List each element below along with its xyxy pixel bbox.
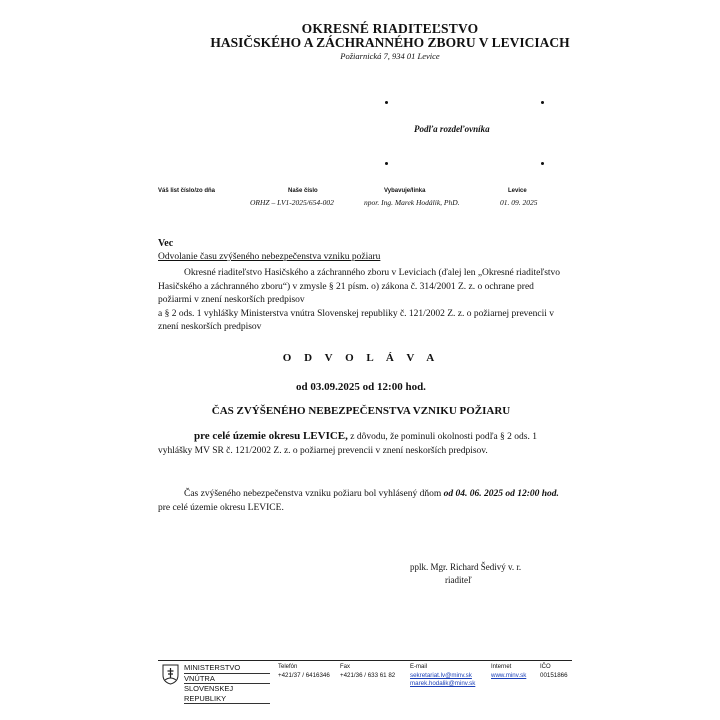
email-link-1[interactable]: sekretariat.lv@minv.sk [410, 671, 472, 679]
territory-bold: pre celé územie okresu LEVICE, [194, 430, 348, 442]
territory-rest: z dôvodu, že pominuli okolnosti podľa § 2 ods. 1 vyhlášky MV SR č. 121/2002 Z. z. o požiarnej prevencii v znení neskorších predpisov. [158, 432, 537, 456]
addressee: Podľa rozdeľovníka [414, 124, 490, 134]
phone-value: +421/37 / 6416346 [278, 671, 330, 679]
footer-fax [340, 663, 395, 680]
ico-label: IČO [540, 664, 551, 670]
address-window-mark [541, 162, 544, 165]
intro-text-1: Okresné riaditeľstvo Hasičského a záchranného zboru v Leviciach (ďalej len „Okresné riaditeľstvo Hasičského a záchranného zboru“) v zmysle § 21 písm. o) zákona č. 314/2001 Z. z. o ochrane pred požiarmi v znení neskorších predpisov [158, 268, 561, 305]
signatory-title: riaditeľ [445, 575, 472, 585]
internet-label: Internet [491, 664, 512, 670]
email-label: E-mail [410, 664, 428, 670]
your-ref-label: Váš list číslo/zo dňa [158, 188, 216, 194]
intro-text-2: a § 2 ods. 1 vyhlášky Ministerstva vnútra Slovenskej republiky č. 121/2002 Z. z. o požiarnej prevencii v znení neskorších predpisov [158, 308, 555, 332]
ministry-line3: SLOVENSKEJ REPUBLIKY [184, 684, 270, 704]
coat-of-arms-icon [162, 664, 179, 685]
ministry-line1: MINISTERSTVO [184, 663, 270, 674]
footer-internet [491, 663, 526, 680]
footer-ico [540, 663, 568, 680]
intro-paragraph [158, 267, 564, 335]
fax-value: +421/36 / 633 61 82 [340, 671, 396, 679]
email-link-2[interactable]: marek.hodalik@minv.sk [410, 680, 476, 687]
footer-divider [158, 660, 572, 661]
declared-date: od 04. 06. 2025 od 12:00 hod. [443, 489, 559, 499]
declared-post: pre celé územie okresu LEVICE. [158, 502, 284, 513]
office-address: Požiarnická 7, 934 01 Levice [340, 51, 440, 61]
fax-label: Fax [340, 664, 351, 670]
ico-value: 00151866 [540, 671, 568, 679]
our-ref-value: ORHZ – LV1-2025/654-002 [250, 198, 334, 207]
subject-text: Odvolanie času zvýšeného nebezpečenstva vzniku požiaru [158, 252, 381, 262]
declared-pre: Čas zvýšeného nebezpečenstva vzniku požiaru bol vyhlásený dňom [184, 489, 444, 499]
ministry-logo-text [184, 663, 270, 704]
footer-phone [278, 663, 330, 680]
date-value: 01. 09. 2025 [500, 198, 538, 207]
footer-email [410, 663, 475, 689]
address-window-mark [385, 162, 388, 165]
subject-label: Vec [158, 238, 174, 249]
handler-label: Vybavuje/linka [384, 188, 426, 194]
decision-title: ČAS ZVÝŠENÉHO NEBEZPEČENSTVA VZNIKU POŽIARU [211, 405, 511, 417]
declared-paragraph [158, 488, 564, 515]
office-name-line1: OKRESNÉ RIADITEĽSTVO [301, 21, 479, 36]
address-window-mark [541, 101, 544, 104]
office-name-line2: HASIČSKÉHO A ZÁCHRANNÉHO ZBORU V LEVICIACH [210, 35, 570, 50]
internet-link[interactable]: www.minv.sk [491, 671, 527, 679]
handler-value: npor. Ing. Marek Hodálik, PhD. [364, 198, 460, 207]
phone-label: Telefón [278, 664, 298, 670]
decision-heading: O D V O L Á V A [282, 352, 440, 364]
signatory-name: pplk. Mgr. Richard Šedivý v. r. [410, 562, 522, 572]
our-ref-label: Naše číslo [288, 188, 318, 194]
effective-date: od 03.09.2025 od 12:00 hod. [296, 381, 426, 393]
place-label: Levice [508, 188, 527, 194]
territory-paragraph [158, 430, 564, 458]
address-window-mark [385, 101, 388, 104]
ministry-line2: VNÚTRA [184, 674, 270, 685]
